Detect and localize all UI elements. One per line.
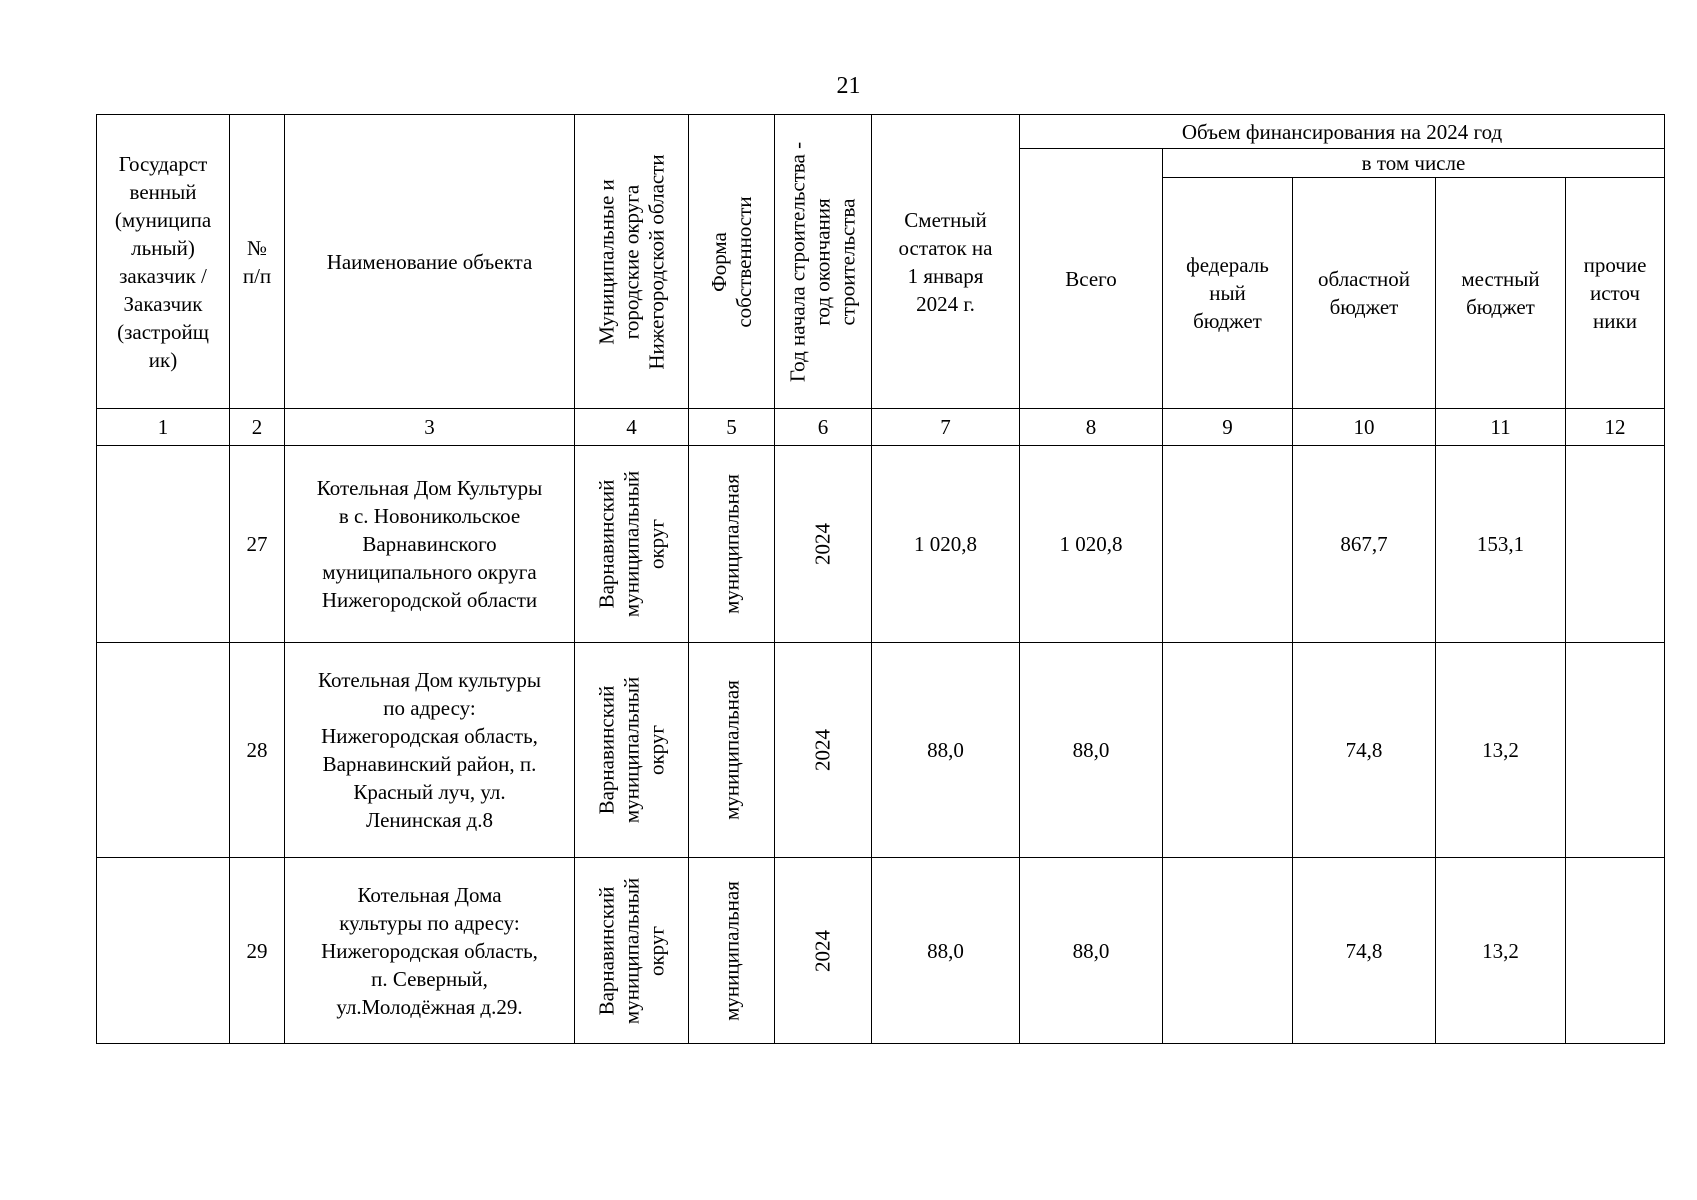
column-number: 10	[1293, 409, 1436, 446]
row-ownership: муниципальная	[689, 446, 775, 643]
table-row	[97, 446, 1665, 643]
table-row	[97, 858, 1665, 1044]
column-number: 1	[97, 409, 230, 446]
header-districts	[575, 115, 689, 409]
text-line: Варнавинский район, п.	[322, 752, 537, 776]
row-other	[1566, 858, 1665, 1044]
row-regional: 74,8	[1293, 858, 1436, 1044]
row-district	[575, 858, 689, 1044]
table-row	[97, 643, 1665, 858]
text-line: собственности	[731, 195, 756, 328]
header-estimate	[872, 115, 1020, 409]
text-line: льный)	[131, 235, 195, 260]
text-line: Варнавинского	[362, 532, 497, 556]
header-regional	[1293, 178, 1436, 409]
column-number: 9	[1163, 409, 1293, 446]
text-line: муниципальный	[619, 470, 643, 618]
row-local: 13,2	[1436, 858, 1566, 1044]
header-object-name: Наименование объекта	[285, 115, 575, 409]
text-line: по адресу:	[383, 696, 476, 720]
row-year: 2024	[775, 643, 872, 858]
row-regional: 867,7	[1293, 446, 1436, 643]
header-federal	[1163, 178, 1293, 409]
row-customer	[97, 446, 230, 643]
row-object-name	[285, 643, 575, 858]
row-total: 1 020,8	[1020, 446, 1163, 643]
text-line: (муниципа	[114, 207, 212, 232]
row-number: 28	[230, 643, 285, 858]
header-other	[1566, 178, 1665, 409]
row-other	[1566, 643, 1665, 858]
text-line: ул.Молодёжная д.29.	[336, 994, 523, 1019]
text-line: Сметный	[904, 207, 987, 232]
row-year: 2024	[775, 446, 872, 643]
text-line: Варнавинский	[594, 886, 618, 1015]
header-ownership	[689, 115, 775, 409]
column-number: 11	[1436, 409, 1566, 446]
row-ownership: муниципальная	[689, 643, 775, 858]
text-line: (застройщ	[117, 319, 209, 344]
row-number: 27	[230, 446, 285, 643]
row-federal	[1163, 858, 1293, 1044]
row-estimate: 88,0	[872, 643, 1020, 858]
financing-table	[96, 114, 1665, 1044]
text-line: в с. Новоникольское	[338, 504, 521, 528]
text-line: Нижегородская область,	[321, 724, 538, 748]
page-number: 21	[836, 73, 861, 99]
text-line: ный	[1209, 281, 1246, 305]
text-line: венный	[129, 179, 197, 204]
row-number: 29	[230, 858, 285, 1044]
text-line: Форма	[706, 231, 731, 292]
text-line: строительства	[835, 198, 860, 326]
row-local: 13,2	[1436, 643, 1566, 858]
text-line: городские округа	[619, 184, 643, 339]
text-line: Котельная Дома	[357, 882, 502, 907]
header-financing: Объем финансирования на 2024 год	[1020, 115, 1665, 149]
text-line: заказчик /	[119, 263, 207, 288]
header-years	[775, 115, 872, 409]
column-number: 3	[285, 409, 575, 446]
row-customer	[97, 858, 230, 1044]
header-total: Всего	[1020, 149, 1163, 409]
text-line: Год начала строительства -	[785, 141, 810, 382]
row-customer	[97, 643, 230, 858]
row-total: 88,0	[1020, 643, 1163, 858]
row-local: 153,1	[1436, 446, 1566, 643]
text-line: округ	[644, 925, 668, 976]
text-line: источ	[1590, 281, 1640, 305]
header-customer	[97, 115, 230, 409]
text-line: бюджет	[1329, 295, 1399, 319]
text-line: округ	[644, 724, 668, 776]
text-line: Нижегородской области	[644, 153, 668, 370]
text-line: областной	[1318, 267, 1410, 291]
text-line: 2024 г.	[916, 291, 975, 316]
text-line: Котельная Дом Культуры	[316, 476, 543, 500]
text-line: муниципальный	[619, 676, 643, 824]
text-line: федераль	[1186, 253, 1269, 277]
text-line: Ленинская д.8	[365, 808, 493, 832]
text-line: ик)	[148, 347, 178, 372]
header-local	[1436, 178, 1566, 409]
row-district	[575, 446, 689, 643]
text-line: Красный луч, ул.	[353, 780, 506, 804]
text-line: Нижегородская область,	[321, 938, 538, 963]
column-number: 12	[1566, 409, 1665, 446]
column-number: 5	[689, 409, 775, 446]
text-line: п. Северный,	[371, 966, 488, 991]
text-line: год окончания	[810, 197, 835, 326]
text-line: ники	[1593, 309, 1637, 333]
row-other	[1566, 446, 1665, 643]
column-number: 4	[575, 409, 689, 446]
text-line: прочие	[1583, 253, 1647, 277]
column-number: 8	[1020, 409, 1163, 446]
column-number: 6	[775, 409, 872, 446]
text-line: муниципального округа	[322, 560, 537, 584]
text-line: остаток на	[898, 235, 993, 260]
row-ownership: муниципальная	[689, 858, 775, 1044]
text-line: бюджет	[1193, 309, 1262, 333]
text-line: 1 января	[907, 263, 984, 288]
row-year: 2024	[775, 858, 872, 1044]
row-estimate: 1 020,8	[872, 446, 1020, 643]
row-federal	[1163, 643, 1293, 858]
text-line: Варнавинский	[594, 685, 618, 815]
row-district	[575, 643, 689, 858]
text-line: Муниципальные и	[594, 178, 618, 345]
text-line: культуры по адресу:	[339, 910, 520, 935]
column-number: 7	[872, 409, 1020, 446]
column-number: 2	[230, 409, 285, 446]
row-object-name	[285, 858, 575, 1044]
row-regional: 74,8	[1293, 643, 1436, 858]
text-line: Нижегородской области	[321, 588, 538, 612]
header-number	[230, 115, 285, 409]
text-line: Варнавинский	[594, 479, 618, 609]
text-line: п/п	[242, 263, 272, 288]
row-federal	[1163, 446, 1293, 643]
text-line: местный	[1461, 267, 1540, 291]
text-line: Котельная Дом культуры	[318, 668, 541, 692]
row-total: 88,0	[1020, 858, 1163, 1044]
row-estimate: 88,0	[872, 858, 1020, 1044]
column-numbers-row	[97, 409, 1665, 446]
text-line: бюджет	[1466, 295, 1535, 319]
row-object-name	[285, 446, 575, 643]
text-line: муниципальный	[619, 877, 643, 1024]
text-line: округ	[644, 518, 668, 570]
header-including: в том числе	[1163, 149, 1665, 178]
text-line: Государст	[118, 151, 208, 176]
text-line: №	[246, 235, 268, 260]
text-line: Заказчик	[123, 291, 203, 316]
